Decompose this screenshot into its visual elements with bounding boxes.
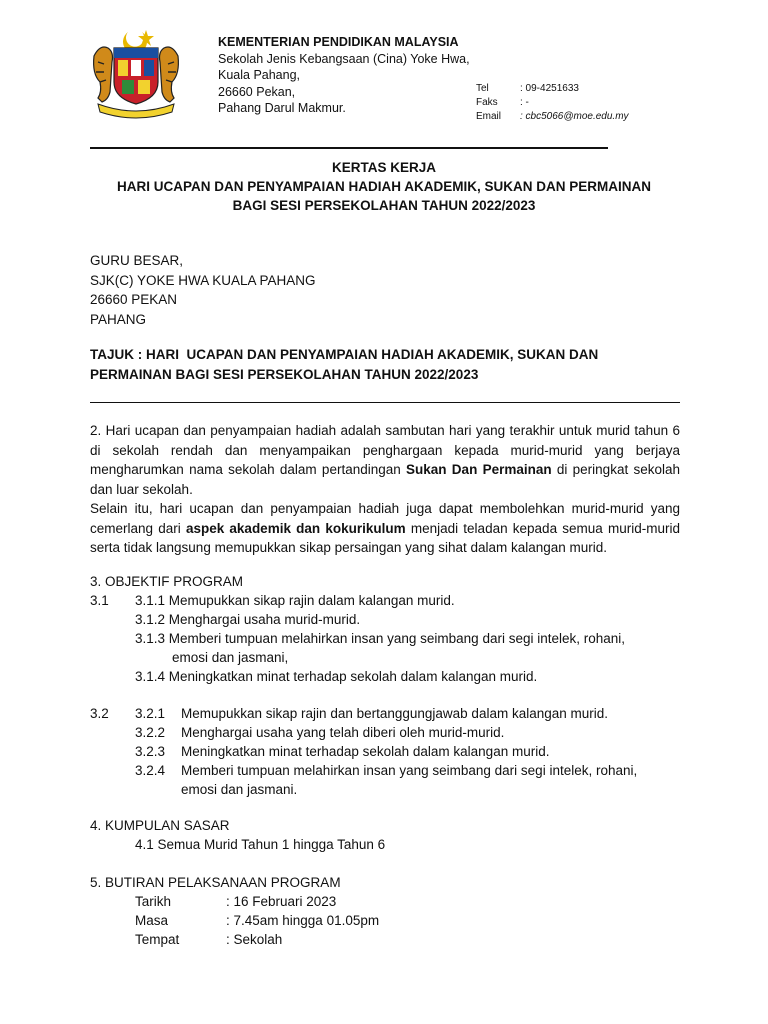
detail-value: : 16 Februari 2023: [226, 894, 337, 909]
faks-value: : -: [520, 97, 529, 108]
recipient-address: [90, 251, 316, 329]
target-group-item: 4.1 Semua Murid Tahun 1 hingga Tahun 6: [135, 837, 386, 852]
section-heading: 3. OBJEKTIF PROGRAM: [90, 574, 244, 589]
section-heading: 5. BUTIRAN PELAKSANAAN PROGRAM: [90, 875, 341, 890]
address-line: Kuala Pahang,: [218, 68, 301, 82]
detail-label: Masa: [135, 913, 169, 928]
objective-item: 3.1.1 Memupukkan sikap rajin dalam kalangan murid.: [135, 593, 455, 608]
detail-value: : Sekolah: [226, 932, 283, 947]
document-title: [0, 158, 768, 215]
objective-item: Menghargai usaha yang telah diberi oleh murid-murid.: [181, 725, 505, 740]
objective-item: 3.1.3 Memberi tumpuan melahirkan insan yang seimbang dari segi intelek, rohani,: [135, 631, 626, 646]
subsection-number: 3.2: [90, 706, 109, 721]
section-heading: 4. KUMPULAN SASAR: [90, 818, 230, 833]
title-line: BAGI SESI PERSEKOLAHAN TAHUN 2022/2023: [232, 198, 536, 213]
address-line: Sekolah Jenis Kebangsaan (Cina) Yoke Hwa,: [218, 51, 470, 66]
recipient-line: 26660 PEKAN: [90, 292, 178, 307]
malaysia-coat-of-arms-icon: [88, 26, 184, 122]
subject-line: TAJUK : HARI UCAPAN DAN PENYAMPAIAN HADIAH AKADEMIK, SUKAN DAN: [90, 347, 599, 362]
detail-label: Tarikh: [135, 894, 172, 909]
bold-text: Sukan Dan Permainan: [406, 462, 552, 477]
title-line: HARI UCAPAN DAN PENYAMPAIAN HADIAH AKADEMIK, SUKAN DAN PERMAINAN: [116, 179, 651, 194]
faks-label: Faks: [476, 97, 498, 108]
bold-text: aspek akademik dan kokurikulum: [185, 520, 406, 536]
objective-item: emosi dan jasmani,: [172, 650, 289, 665]
objective-item: Meningkatkan minat terhadap sekolah dalam kalangan murid.: [181, 744, 550, 759]
email-value: : cbc5066@moe.edu.my: [520, 111, 629, 122]
item-number: 3.2.2: [135, 725, 166, 740]
detail-label: Tempat: [135, 932, 180, 947]
introduction: [90, 421, 680, 558]
letterhead: [218, 34, 470, 117]
tel-value: : 09-4251633: [520, 83, 579, 94]
intro-paragraph: 2. Hari ucapan dan penyampaian hadiah adalah sambutan hari yang terakhir untuk murid tahun 6 di sekolah rendah dan menyampaikan penghargaan kepada murid-murid yang berjaya mengharumkan nama sekolah dalam pertandingan Sukan Dan Permainan di peringkat sekolah dan luar sekolah.: [90, 423, 680, 497]
objective-item: Memupukkan sikap rajin dan bertanggungjawab dalam kalangan murid.: [181, 706, 609, 721]
detail-value: : 7.45am hingga 01.05pm: [226, 913, 380, 928]
title-line: KERTAS KERJA: [331, 160, 436, 175]
email-label: Email: [476, 111, 502, 122]
item-number: 3.2.4: [135, 763, 166, 778]
subject-line: PERMAINAN BAGI SESI PERSEKOLAHAN TAHUN 2022/2023: [90, 366, 479, 382]
section-kumpulan-sasar: [90, 816, 690, 854]
recipient-line: PAHANG: [90, 311, 147, 327]
address-line: Pahang Darul Makmur.: [218, 101, 346, 115]
objective-item: 3.1.4 Meningkatkan minat terhadap sekolah dalam kalangan murid.: [135, 669, 538, 684]
subsection-number: 3.1: [90, 593, 109, 608]
intro-paragraph: Selain itu, hari ucapan dan penyampaian hadiah juga dapat membolehkan murid-murid yang cemerlang dari aspek akademik dan kokurikulum menjadi teladan kepada semua murid-murid serta tidak langsung memupukkan sikap persaingan yang sihat dalam kalangan murid.: [90, 501, 680, 555]
objective-item: emosi dan jasmani.: [181, 782, 298, 797]
letterhead-divider: [90, 147, 608, 149]
subject-heading: [90, 345, 680, 384]
contact-block: [476, 82, 629, 124]
objective-item: Memberi tumpuan melahirkan insan yang seimbang dari segi intelek, rohani,: [181, 763, 638, 778]
subject-divider: [90, 402, 680, 403]
item-number: 3.2.3: [135, 744, 166, 759]
objective-item: 3.1.2 Menghargai usaha murid-murid.: [135, 612, 361, 627]
item-number: 3.2.1: [135, 706, 166, 721]
tel-label: Tel: [476, 83, 489, 94]
section-objektif-2: [90, 704, 690, 799]
section-objektif: [90, 572, 690, 686]
address-line: 26660 Pekan,: [218, 84, 296, 99]
organization-name: KEMENTERIAN PENDIDIKAN MALAYSIA: [218, 35, 459, 49]
recipient-line: GURU BESAR,: [90, 253, 184, 268]
section-butiran: [90, 873, 690, 949]
recipient-line: SJK(C) YOKE HWA KUALA PAHANG: [90, 272, 316, 288]
